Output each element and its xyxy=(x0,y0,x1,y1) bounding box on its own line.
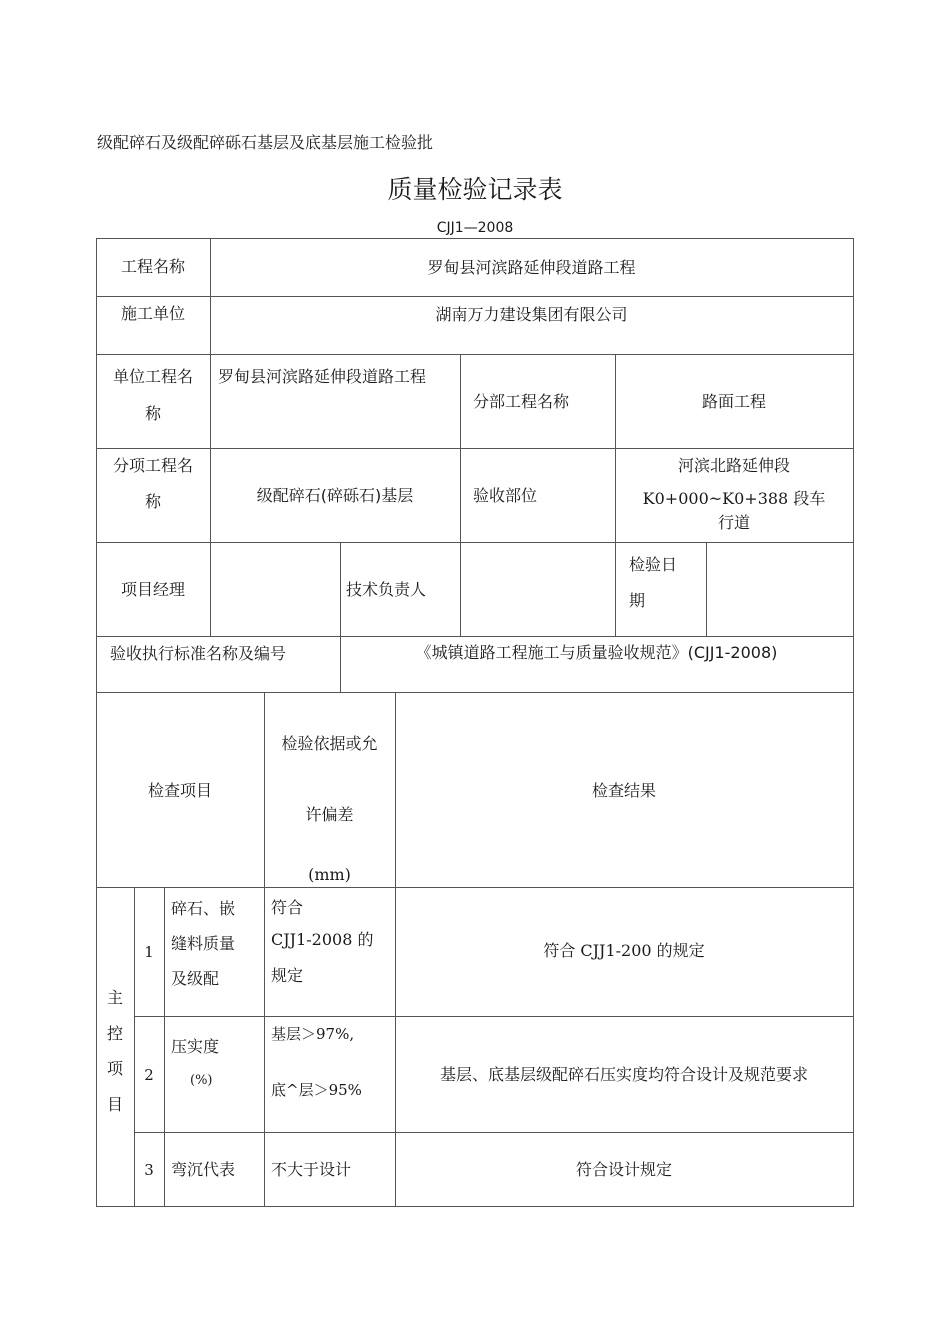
subitem-value: 级配碎石(碎砾石)基层 xyxy=(256,486,414,505)
subitem-label-cont: 称 xyxy=(144,492,161,511)
main-control-label-1: 主 xyxy=(106,988,123,1007)
row-item-line: 弯沉代表 xyxy=(171,1160,236,1179)
table-rule xyxy=(706,542,707,636)
table-rule xyxy=(96,636,854,637)
basis-header-line2: 许偏差 xyxy=(305,805,354,824)
standard-label: 验收执行标准名称及编号 xyxy=(110,644,287,663)
project-name-value: 罗甸县河滨路延伸段道路工程 xyxy=(427,258,636,277)
row-result: 基层、底基层级配碎石压实度均符合设计及规范要求 xyxy=(439,1065,808,1084)
standard-code: CJJ1—2008 xyxy=(436,220,514,236)
unit-project-value: 罗甸县河滨路延伸段道路工程 xyxy=(218,367,427,386)
table-rule xyxy=(264,692,265,1206)
table-rule xyxy=(853,238,854,1207)
row-basis-line: 不大于设计 xyxy=(271,1160,352,1179)
basis-header-line1: 检验依据或允 xyxy=(281,734,378,753)
main-control-label-3: 项 xyxy=(106,1059,123,1078)
table-rule xyxy=(134,887,135,1206)
table-rule xyxy=(134,1016,854,1017)
row-item-line: (%) xyxy=(190,1073,213,1088)
standard-value: 《城镇道路工程施工与质量验收规范》(CJJ1-2008) xyxy=(415,643,778,662)
construction-unit-label: 施工单位 xyxy=(120,304,185,323)
result-header: 检查结果 xyxy=(591,781,656,800)
row-item-line: 缝料质量 xyxy=(171,934,236,953)
row-basis-line: 符合 xyxy=(271,898,304,917)
row-result: 符合 CJJ1-200 的规定 xyxy=(543,941,705,960)
table-rule xyxy=(134,1132,854,1133)
tech-lead-label: 技术负责人 xyxy=(346,580,427,599)
table-rule xyxy=(164,887,165,1206)
table-rule xyxy=(96,1206,854,1207)
page-title: 质量检验记录表 xyxy=(387,175,563,204)
basis-header-line3: (mm) xyxy=(308,865,351,884)
row-basis-line: 底^层＞95% xyxy=(271,1081,362,1099)
row-result: 符合设计规定 xyxy=(575,1160,672,1179)
inspection-date-label: 检验日 xyxy=(629,555,678,574)
table-rule xyxy=(96,887,854,888)
subitem-label: 分项工程名 xyxy=(112,456,193,475)
construction-unit-value: 湖南万力建设集团有限公司 xyxy=(435,305,628,324)
row-item-line: 及级配 xyxy=(171,969,220,988)
row-basis-line: 规定 xyxy=(271,966,304,985)
row-number: 2 xyxy=(144,1066,154,1084)
unit-project-label: 单位工程名 xyxy=(112,367,193,386)
unit-project-label-cont: 称 xyxy=(144,404,161,423)
acceptance-part-line1: 河滨北路延伸段 xyxy=(677,456,790,475)
row-number: 1 xyxy=(144,943,154,961)
table-rule xyxy=(96,692,854,693)
project-manager-label: 项目经理 xyxy=(120,580,185,599)
check-item-header: 检查项目 xyxy=(147,781,212,800)
acceptance-part-line2: K0+000~K0+388 段车 xyxy=(642,489,826,508)
acceptance-part-line3: 行道 xyxy=(717,513,750,532)
main-control-label-4: 目 xyxy=(106,1095,123,1114)
division-label: 分部工程名称 xyxy=(473,392,570,411)
acceptance-part-label: 验收部位 xyxy=(473,486,538,505)
row-basis-line: CJJ1-2008 的 xyxy=(271,930,374,949)
table-rule xyxy=(340,542,341,692)
project-name-label: 工程名称 xyxy=(120,257,185,276)
table-rule xyxy=(210,238,211,636)
table-rule xyxy=(460,354,461,636)
form-subtitle: 级配碎石及级配碎砾石基层及底基层施工检验批 xyxy=(97,133,434,152)
inspection-date-label-cont: 期 xyxy=(629,591,646,610)
main-control-label-2: 控 xyxy=(106,1024,123,1043)
row-number: 3 xyxy=(144,1161,154,1179)
row-item-line: 压实度 xyxy=(171,1037,220,1056)
division-value: 路面工程 xyxy=(701,392,766,411)
row-item-line: 碎石、嵌 xyxy=(171,899,236,918)
row-basis-line: 基层＞97%, xyxy=(271,1025,355,1043)
